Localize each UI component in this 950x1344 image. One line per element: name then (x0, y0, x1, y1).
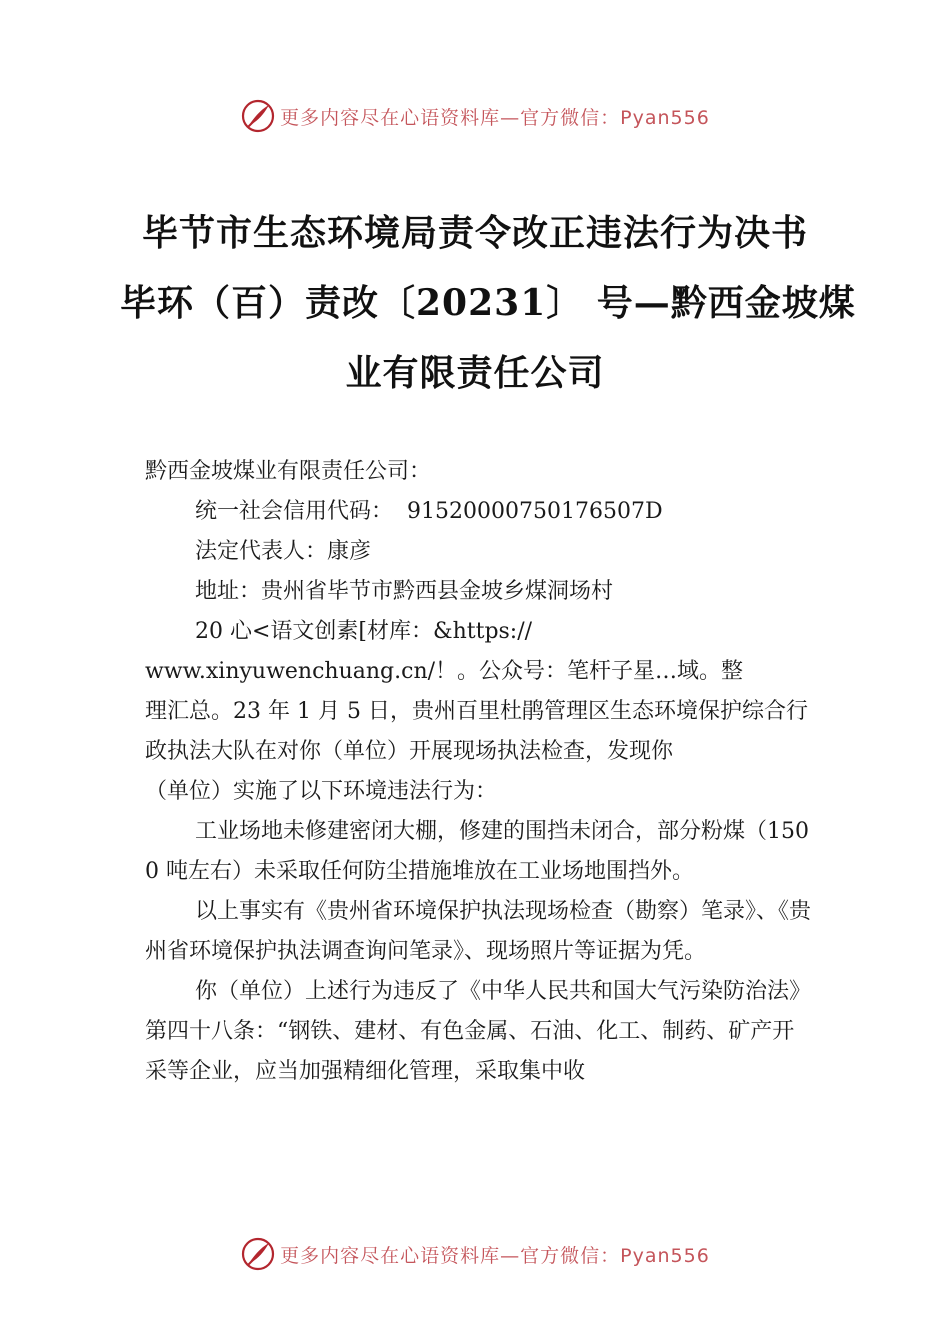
feather-pen-logo-icon (240, 98, 276, 134)
document-title (120, 198, 856, 408)
title-line-1: 毕节市生态环境局责令改正违法行为决书 (141, 212, 808, 254)
intro-tail-line: （单位）实施了以下环境违法行为： (145, 779, 498, 804)
header-watermark-banner (0, 94, 950, 138)
document-body (145, 452, 811, 1092)
credit-code-line (145, 492, 811, 532)
intro-line-2: www.xinyuwenchuang.cn/！。公众号：笔杆子星…域。整 (145, 659, 744, 684)
title-line-3: 业有限责任公司 (345, 352, 605, 394)
credit-code-label: 统一社会信用代码： (195, 499, 394, 524)
recipient-line: 黔西金坡煤业有限责任公司： (145, 459, 432, 484)
law-paragraph: 你（单位）上述行为违反了《中华人民共和国大气污染防治法》第四十八条：“钢铁、建材、有色金属、石油、化工、制药、矿产开采等企业，应当加强精细化管理，采取集中收 (145, 979, 812, 1084)
banner-text: 更多内容尽在心语资料库—官方微信： (280, 1244, 621, 1267)
address-line: 地址：贵州省毕节市黔西县金坡乡煤洞场村 (195, 579, 614, 604)
banner-wechat-id: Pyan556 (620, 1244, 710, 1267)
evidence-paragraph: 以上事实有《贵州省环境保护执法现场检查（勘察）笔录》、《贵州省环境保护执法调查询问笔录》、现场照片等证据为凭。 (145, 899, 812, 964)
legal-representative-line: 法定代表人：康彦 (195, 539, 372, 564)
banner-text: 更多内容尽在心语资料库—官方微信： (280, 106, 621, 129)
banner-wechat-id: Pyan556 (620, 106, 710, 129)
feather-pen-logo-icon (240, 1236, 276, 1272)
footer-watermark-banner (0, 1232, 950, 1276)
title-line-2: 毕环（百）责改〔20231〕 号—黔西金坡煤 (120, 282, 856, 324)
violation-paragraph: 工业场地未修建密闭大棚，修建的围挡未闭合，部分粉煤（1500 吨左右）未采取任何防尘措施堆放在工业场地围挡外。 (145, 819, 809, 884)
credit-code-value: 91520000750176507D (407, 499, 663, 524)
intro-paragraph: 理汇总。23 年 1 月 5 日，贵州百里杜鹃管理区生态环境保护综合行政执法大队在对你（单位）开展现场执法检查，发现你 (145, 699, 808, 764)
intro-line-1: 20 心<语文创素[材库：&https:// (195, 619, 533, 644)
